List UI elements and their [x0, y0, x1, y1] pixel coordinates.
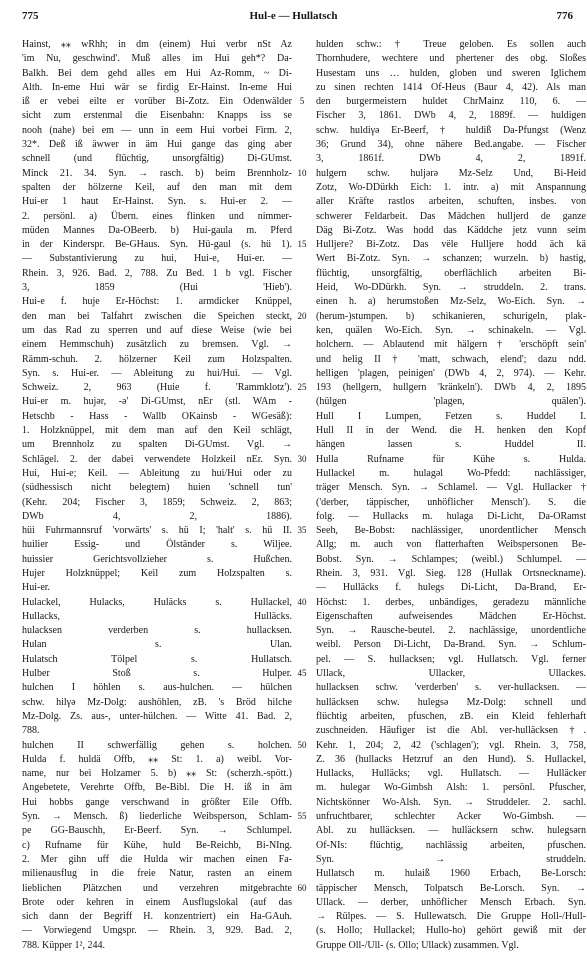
text-line: huissier Gerichtsvollzieher s. Hußchen. [22, 553, 292, 565]
text-line: Hulljere? Bi-Zotz. Das vële Hulljere hodd äch kä [316, 239, 586, 251]
text-line: Bobst. Syn. → Schlampes; (weibl.) Schlumpel. — [316, 553, 586, 565]
text-line: Kehr. 1, 204; 2, 42 ('schlagen'); vgl. Rhein. 3, 758, [316, 739, 586, 751]
text-line: → Rülpes. — S. Hullewatsch. Die Gruppe Holl-/Hull- [316, 911, 586, 923]
text-line: einem Hemmschuh) zusätzlich zu bremsen. Vgl. → [22, 339, 292, 351]
right-column [316, 38, 586, 953]
text-line: Ullack. — derber, unhöflicher Mensch Erbach. Syn. [316, 896, 586, 908]
text-line: (herum-)stumpen. b) schikanieren, schurigeln, plak- [316, 310, 586, 322]
text-line: Hullacks, Hulläcks; vgl. Hullatsch. — Hulläcker [316, 768, 586, 780]
text-line: Gruppe Oll-/Ull- (s. Ollo; Ullack) zusammen. Vgl. [316, 939, 519, 951]
line-number: 5 [299, 96, 305, 107]
text-line: pel. — S. hullacksen; vgl. Hullatsch. Vgl. ferner [316, 653, 586, 665]
text-line: Hulda f. huldä Offb, ⁎⁎ St: 1. a) weibl. Vor- [22, 753, 292, 765]
text-line: Minck 21. 34. Syn. → rasch. b) beim Brennholz- [22, 167, 292, 179]
text-line: 2. Mer gihn uff die Hulda wir machen einen Fa- [22, 853, 292, 865]
text-line: Mz-Dolg. Zs. aus-, unter-hülchen. — Witte 41. Bad. 2, [22, 710, 292, 722]
text-line: Hui-er. [22, 582, 51, 594]
text-line: flüchtig arbeiten, pfuschen, zB. ein Kleid fehlerhaft [316, 710, 586, 722]
text-line: 32*. Deß iß äwwer in äm Hui gange das ging aber [22, 139, 292, 151]
line-number: 55 [297, 811, 307, 822]
text-line: Hui, Hui-e; Keil. — Ableitung zu hui/Hui oder zu [22, 467, 292, 479]
text-line: Hulla Rufname für Kühe s. Hulda. [316, 453, 586, 465]
text-line: Rhein. 3, 926. Bad. 2, 788. Zu Bed. 1 b vgl. Fischer [22, 267, 292, 279]
text-line: Hui-e f. huje Er-Höchst: 1. armdicker Knüppel, [22, 296, 292, 308]
text-line: Hull I Lumpen, Fetzen s. Huddel I. [316, 410, 586, 422]
text-line: 2. persönl. a) Übern. eines flinken und nimmer- [22, 210, 292, 222]
text-line: müden Mannes Da-OBeerb. b) Hui-gaula m. Pferd [22, 224, 292, 236]
line-number: 20 [297, 310, 307, 321]
text-line: den burgermeistern huldet ChrMainz 110, 6. — [316, 96, 586, 108]
text-line: nooh (nahe) bei em — unn in eem Hui vorbei Firm. 2, [22, 124, 292, 136]
text-line: Zotz, Wo-DDürkh Eich: 1. intr. a) mit Anspannung [316, 181, 586, 193]
text-line: Fischer 3, 1861. DWb 4, 2, 1889f. — huldigen [316, 110, 586, 122]
text-line: Syn. → Rausche-beutel. 2. nachlässige, unordentliche [316, 625, 586, 637]
text-line: iß er vebei eilte er vorüber Bi-Zotz. Ein Odenwälder [22, 96, 292, 108]
text-line: Hulatsch Tölpel s. Hullatsch. [22, 653, 292, 665]
text-line: Hulackel, Hulacks, Huläcks s. Hullackel, [22, 596, 292, 608]
text-line: um Brennholz zu spalten Di-GUmst. Vgl. → [22, 439, 292, 451]
text-line: hulden schw.: † Treue geloben. Es sollen auch [316, 39, 586, 50]
text-line: Hullatsch m. hulaiß 1960 Erbach, Be-Lorsch: [316, 868, 586, 880]
text-line: Hui-er 1 haut Er-Hainst. Syn. s. Hui-er 2. — [22, 196, 292, 208]
text-line: m. hulegər Wo-Gimbsh Alsh: 1. persönl. Pfuscher, [316, 782, 586, 794]
text-line: hulchen II schwerfällig gehen s. holchen. [22, 739, 292, 751]
text-line: 788. Küpper 1², 244. [22, 939, 105, 951]
text-line: träger Mensch. Syn. → Schlamel. — Vgl. Hullacker † [316, 482, 586, 494]
text-line: schwerer Feldarbeit. Das Mädchen hulljerd de ganze [316, 210, 586, 222]
text-line: DWb 4, 2, 1886). [22, 510, 292, 522]
text-line: einen h. a) herumstoßen Mz-Selz, Wo-Eich. Syn. → [316, 296, 586, 308]
text-line: Hui hobbs gange verschwand in größter Eile Offb. [22, 796, 292, 808]
text-line: Schweiz. 2, 963 (Huie f. 'Rammklotz'). [22, 382, 292, 394]
text-line: Däg Bi-Zotz. Was hodd das Käddche jetz vunn seim [316, 224, 586, 236]
text-line: schw. hilγə Mz-Dolg: aushöhlen, zB. 's Bröd hilche [22, 696, 292, 708]
text-line: Syn. → struddeln. [316, 853, 586, 865]
text-line: Rhein. 3, 931. Vgl. Sieg. 128 (Hullak Ortsneckname). [316, 567, 586, 579]
text-line: sicht zum erstenmal die Eisenbahn: Knapps iss se [22, 110, 292, 122]
text-line: Seeh, Be-Bobst: nachlässiger, unordentlicher Mensch [316, 525, 586, 537]
text-line: Hui-er m. hujər, -ə' Di-GUmst, nEr (stl. WAm - [22, 396, 292, 408]
text-line: Ullack, Ullacker, Ullackes. [316, 668, 586, 680]
text-line: — Vorwiegend Umgspr. — Rhein. 3, 929. Bad. 2, [22, 925, 292, 937]
page-number-left: 775 [22, 10, 39, 22]
text-line: 'im Nu, geschwind'. Muß alles im Hui geh*? Da- [22, 53, 292, 65]
text-line: helligen 'plagen, peinigen' (DWb 4, 2, 974). — Kehr. [316, 367, 586, 379]
line-number: 40 [297, 596, 307, 607]
text-line: hulgern schw. huljərə Mz-Selz Und, Bi-Heid [316, 167, 586, 179]
text-line: (s. Hollo; Hullackel; Hullo-ho) gehört gewiß mit der [316, 925, 586, 937]
text-line: (südhessisch nicht belegtem) huien 'schnell tun' [22, 482, 292, 494]
line-number: 30 [297, 453, 307, 464]
text-line: Eigenschaften aufweisendes Mädchen Er-Höchst. [316, 610, 586, 622]
text-line: Angebetete, Verehrte Offb, Be-Bibl. Die H. iß in äm [22, 782, 292, 794]
text-line: flüchtig, unsorgfältig, oberflächlich arbeiten Bi- [316, 267, 586, 279]
text-line: hulläcksen schw. hulegsə Mz-Dolg: schnell und [316, 696, 586, 708]
text-line: ken, quälen Wo-Eich. Syn. → schinakeln. — Vgl. [316, 324, 586, 336]
text-line: Wert Bi-Zotz. Syn. → schanzen; wurzeln. b) hastig, [316, 253, 586, 265]
text-line: hulacksen verderben s. hullacksen. [22, 625, 292, 637]
text-line: weibl. Person Di-Licht, Da-Brand. Syn. → Schlum- [316, 639, 586, 651]
text-line: hüi Fuhrmannsruf 'vorwärts' s. hü I; 'halt' s. hü II. [22, 525, 292, 537]
text-line: — Hulläcks f. hulegs Di-Licht, Da-Brand, Er- [316, 582, 586, 594]
text-line: spalten der hölzerne Keil, auf den man mit dem [22, 181, 292, 193]
text-line: 193 (hellgern, hullgern 'kränkeln'). DWb 4, 2, 1895 [316, 382, 586, 394]
running-head: Hul-e — Hullatsch [249, 10, 338, 22]
text-line: 3, 1861f. DWb 4, 2, 1891f. [316, 153, 586, 165]
text-line: schw. huldiγə Er-Beerf, † huldiß Da-Pfungst (Wenz [316, 124, 586, 136]
line-number: 45 [297, 668, 307, 679]
text-line: Hulan s. Ulan. [22, 639, 292, 651]
text-line: zuschneiden. Häufiger ist die Abl. ver-hulläcksen †. [316, 725, 586, 737]
text-line: Allg; m. auch von flatterhaften Weibspersonen Be- [316, 539, 586, 551]
text-line: Hullackel m. hulagəl Wo-Pfedd: nachlässiger, [316, 467, 586, 479]
text-line: hullacksen schw. 'verderben' s. ver-hullacksen. — [316, 682, 586, 694]
line-number: 50 [297, 739, 307, 750]
text-line: um das Rad zu sperren und auf diese Weise (wie bei [22, 324, 292, 336]
text-line: Balkh. Bei dem gehd alles em Hui Az-Romm, ~ Di- [22, 67, 292, 79]
text-line: Rämm-schuh. 2. hölzerner Keil zum Holzspalten. [22, 353, 292, 365]
text-line: huilier Essig- und Ölständer s. Wiljee. [22, 539, 292, 551]
text-line: sich dann der Begriff H. konzentriert) ein Ha-GAuh. [22, 911, 292, 923]
text-line: Abl. zu hulläcksen. — hulläcksern schw. hulegsərn [316, 825, 586, 837]
text-line: Hetschb - Hass - Wallb OKainsb - WGesäß): [22, 410, 292, 422]
text-line: name, nur bei Holzamer 5. b) ⁎⁎ St: (scherzh.-spött.) [22, 768, 292, 780]
line-number: 10 [297, 167, 307, 178]
text-line: hulchen I höhlen s. aus-hulchen. — hülchen [22, 682, 292, 694]
text-line: c) Rufname für Kühe, huld Be-Reichb, Bi-NIng. [22, 839, 292, 851]
page-number-right: 776 [556, 10, 573, 22]
text-line: täppischer Mensch, Tolpatsch Be-Lorsch. Syn. → [316, 882, 586, 894]
text-line: Of-NIs: flüchtig, nachlässig arbeiten, pfuschen. [316, 839, 586, 851]
text-line: holchern. — Ablautend mit hälgern † 'erschöpft sein' [316, 339, 586, 351]
text-line: schnell (und flüchtig, unsorgfältig) Di-GUmst. [22, 153, 292, 165]
line-number: 35 [297, 525, 307, 536]
text-line: Nichtskönner Wo-Alsh. Syn. → Struddeler. 2. sachl. [316, 796, 586, 808]
text-line: Schlägel. 2. der dabei verwendete Holzkeil nEr. Syn. [22, 453, 292, 465]
text-line: (Kehr. 204; Fischer 3, 1859; Schweiz. 2, 863; [22, 496, 292, 508]
text-line: 1. Holzknüppel, mit dem man auf den Keil schlägt, [22, 425, 292, 437]
text-line: Hullacks, Hulläcks. [22, 610, 292, 622]
line-number: 60 [297, 882, 307, 893]
text-line: Syn. → Mensch. ß) liederliche Weibsperson, Schlam- [22, 811, 292, 823]
text-line: Hulber Stoß s. Hulper. [22, 668, 292, 680]
text-line: den man bei Talfahrt zwischen die Speichen steckt, [22, 310, 292, 322]
text-line: Hull II in der Wend. die H. henken den Kopf [316, 425, 586, 437]
text-line: in der Kinderspr. Be-GHaus. Syn. Hü-gaul (s. hü 1). [22, 239, 292, 251]
text-line: 36; Grund 34), ohne nähere Bed.angabe. — Fischer [316, 139, 586, 151]
text-line: Syn. s. Hui-er. — Ableitung zu hui/Hui. — Vgl. [22, 367, 292, 379]
text-line: Höchst: 1. derbes, unbändiges, geradezu männliche [316, 596, 586, 608]
text-line: — Substantivierung zu hui, Hui-e, Hui-er. — [22, 253, 292, 265]
text-line: Z. 36 (hullacks Hetzruf an den Hund). S. Hullackel, [316, 753, 586, 765]
text-line: Alth. In-eme Hui wär se firdig Er-Hainst. In-eme Hui [22, 81, 292, 93]
text-line: Thornhudere, wechtere und phertener des obg. Sloßes [316, 53, 586, 65]
text-line: Brote oder kehren in einem Ausflugslokal (auf das [22, 896, 292, 908]
text-line: folg. — Hullacks m. hulaga Di-Licht, Da-ORamst [316, 510, 586, 522]
text-line: hängen lassen s. Huddel II. [316, 439, 586, 451]
text-line: aller Kräfte rastlos arbeiten, schuften, insbes. von [316, 196, 586, 208]
text-line: unfruchtbarer, schlechter Acker Wo-Gimbsh. — [316, 811, 586, 823]
text-line: pe GG-Bauschh, Er-Beerf. Syn. → Schlumpel. [22, 825, 292, 837]
text-line: zu sinen rechten 1414 Of-Heus (Baur 4, 42). Als man [316, 81, 586, 93]
text-line: Heid, Wo-DDürkh. Syn. → struddeln. 2. trans. [316, 282, 586, 294]
text-line: 3, 1859 (Hui 'Hieb'). [22, 282, 292, 294]
text-line: Husestam uns … hulden, globen und sweren Iglichem [316, 67, 586, 79]
text-line: (hülgen 'plagen, quälen'). [316, 396, 586, 408]
left-column [22, 38, 292, 953]
line-number: 15 [297, 239, 307, 250]
text-line: Hujer Holzknüppel; Keil zum Holzspalten s. [22, 567, 292, 579]
text-line: lieblichen Plätzchen und verzehren mitgebrachte [22, 882, 292, 894]
line-number: 25 [297, 382, 307, 393]
text-line: milienausflug in die freie Natur, rasten an einem [22, 868, 292, 880]
text-line: und helig II † 'matt, schwach, elend'; dazu ndd. [316, 353, 586, 365]
text-line: ('derber, täppischer, unhöflicher Mensch'). S. die [316, 496, 586, 508]
text-line: 788. [22, 725, 40, 737]
text-line: Hainst, ⁎⁎ wRhh; in dm (einem) Hui verbr nSt Az [22, 39, 292, 50]
